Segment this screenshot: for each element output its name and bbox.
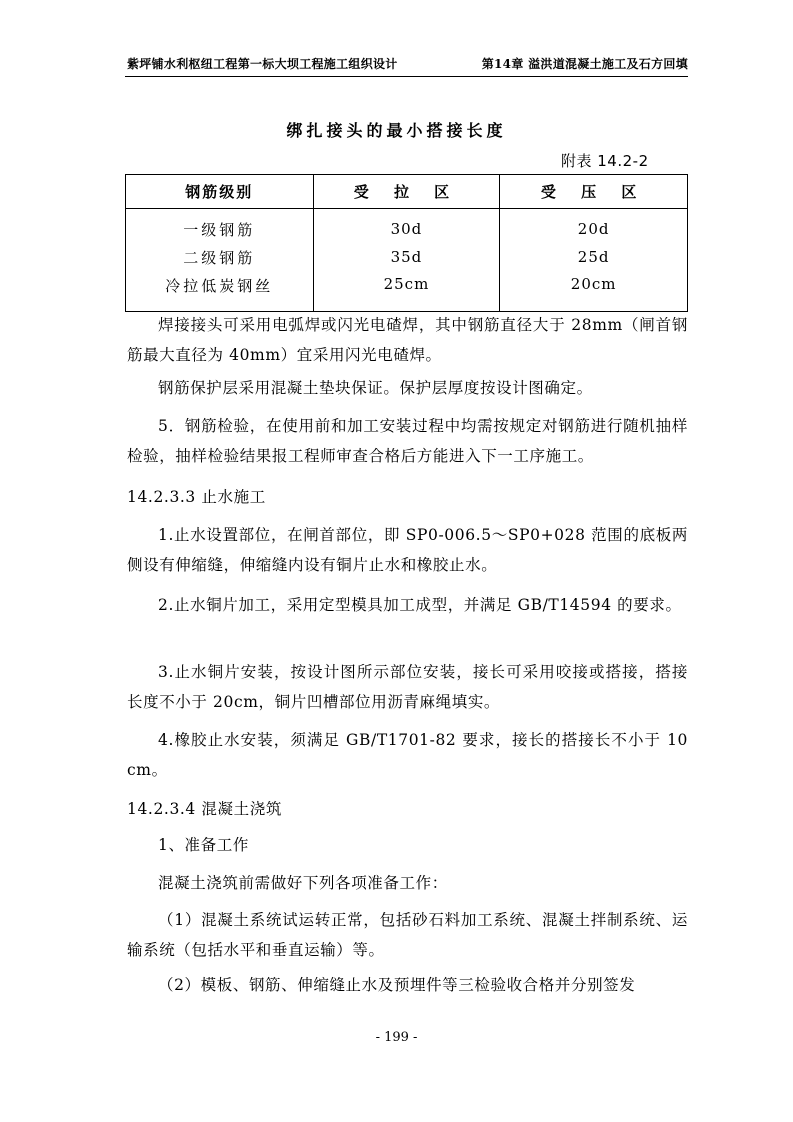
table-cell: 二级钢筋 (126, 243, 314, 271)
header-chapter-title: 第14章 溢洪道混凝土施工及石方回填 (481, 57, 688, 71)
paragraph-prep-item-2: （2）模板、钢筋、伸缩缝止水及预埋件等三检验收合格并分别签发 (158, 976, 636, 994)
paragraph-rubber-installation: 4.橡胶止水安装，须满足 GB/T1701-82 要求，接长的搭接长不小于 10 cm。 (127, 731, 688, 779)
section-heading-concrete: 14.2.3.4 混凝土浇筑 (127, 800, 282, 818)
table-caption: 附表 14.2-2 (561, 152, 649, 170)
lap-length-table (125, 174, 688, 312)
table-title: 绑扎接头的最小搭接长度 (286, 121, 507, 140)
column-header-grade: 钢筋级别 (126, 175, 314, 209)
table-cell: 冷拉低炭钢丝 (126, 271, 314, 312)
page-header (127, 55, 688, 75)
paragraph-preparation-heading: 1、准备工作 (158, 836, 249, 854)
paragraph-prep-item-1: （1）混凝土系统试运转正常，包括砂石料加工系统、混凝土拌制系统、运输系统（包括水平和垂直运输）等。 (127, 911, 688, 959)
table-cell: 20d (500, 209, 688, 244)
paragraph-rebar-inspection: 5．钢筋检验，在使用前和加工安装过程中均需按规定对钢筋进行随机抽样检验，抽样检验结果报工程师审查合格后方能进入下一工序施工。 (127, 417, 688, 465)
table-row (126, 209, 688, 244)
header-divider (125, 76, 688, 77)
table-cell: 25d (500, 243, 688, 271)
paragraph-waterstop-location: 1.止水设置部位，在闸首部位，即 SP0-006.5～SP0+028 范围的底板两侧设有伸缩缝，伸缩缝内设有铜片止水和橡胶止水。 (127, 526, 688, 574)
table-cell: 35d (313, 243, 500, 271)
paragraph-welding: 焊接接头可采用电弧焊或闪光电碴焊，其中钢筋直径大于 28mm（闸首钢筋最大直径为 40mm）宜采用闪光电碴焊。 (127, 316, 688, 364)
table-cell: 30d (313, 209, 500, 244)
table-header-row (126, 175, 688, 209)
paragraph-copper-installation: 3.止水铜片安装，按设计图所示部位安装，接长可采用咬接或搭接，搭接长度不小于 20cm，铜片凹槽部位用沥青麻绳填实。 (127, 663, 688, 711)
table-row (126, 243, 688, 271)
paragraph-copper-fabrication: 2.止水铜片加工，采用定型模具加工成型，并满足 GB/T14594 的要求。 (158, 596, 682, 614)
table-cell: 20cm (500, 271, 688, 312)
page-number: - 199 - (375, 1030, 418, 1045)
column-header-tension: 受 拉 区 (313, 175, 500, 209)
table-cell: 一级钢筋 (126, 209, 314, 244)
paragraph-cover-layer: 钢筋保护层采用混凝土垫块保证。保护层厚度按设计图确定。 (158, 379, 593, 397)
table-cell: 25cm (313, 271, 500, 312)
paragraph-preparation-intro: 混凝土浇筑前需做好下列各项准备工作： (158, 874, 448, 892)
header-document-title: 紫坪铺水利枢纽工程第一标大坝工程施工组织设计 (127, 57, 398, 71)
section-heading-waterstop: 14.2.3.3 止水施工 (127, 488, 266, 506)
table-row (126, 271, 688, 312)
column-header-compression: 受 压 区 (500, 175, 688, 209)
